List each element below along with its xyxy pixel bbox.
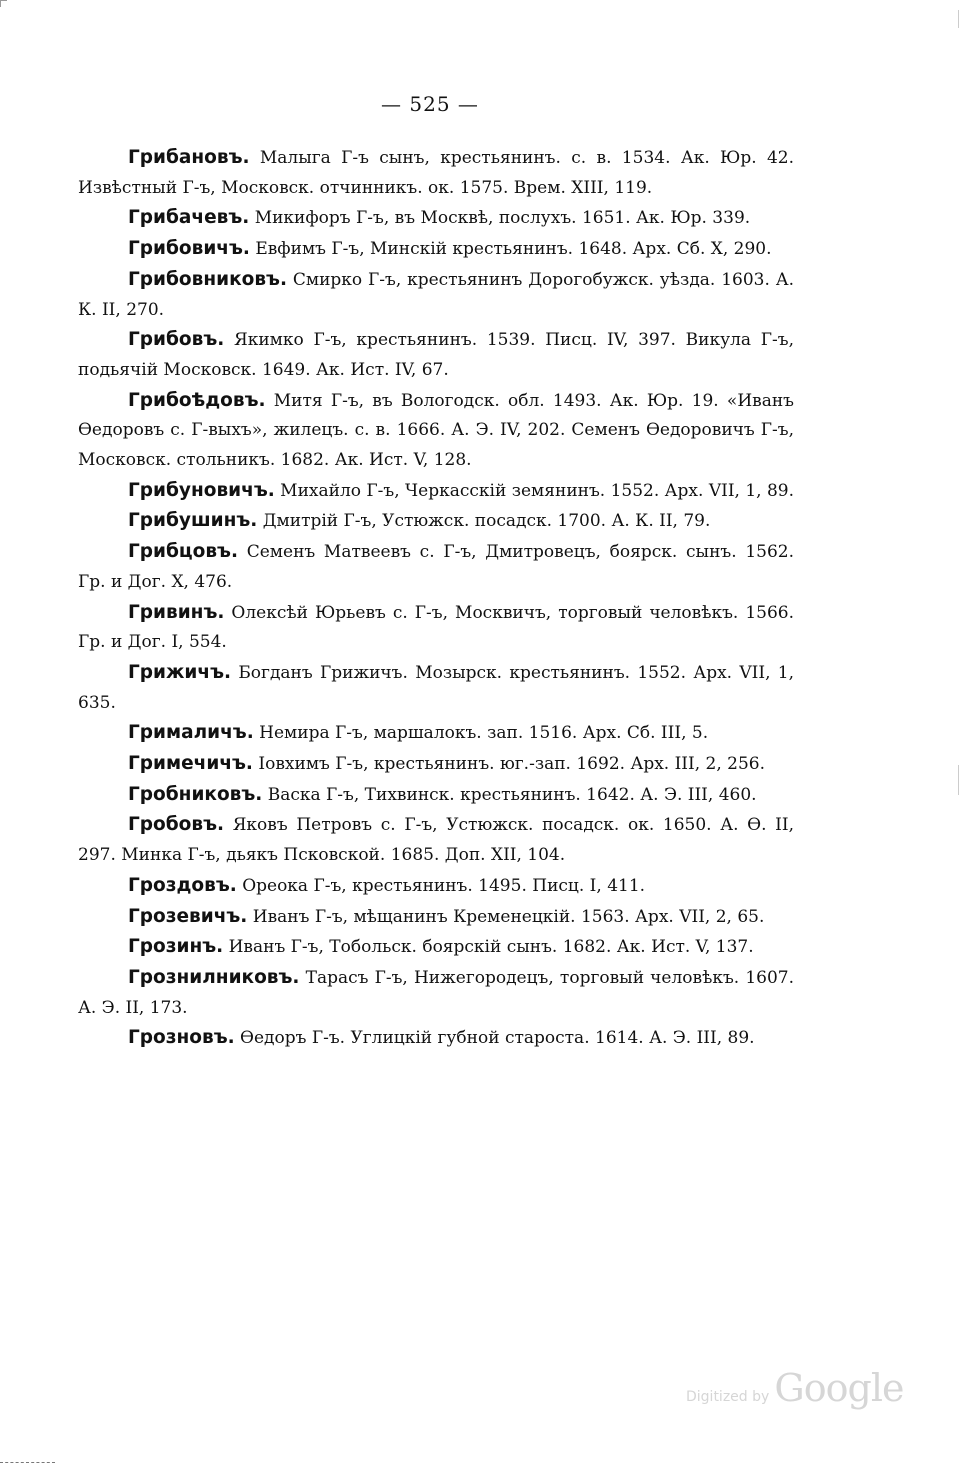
entry: [78, 325, 794, 385]
entry: [78, 718, 794, 749]
entry-text: Яковъ Петровъ с. Г-ъ, Устюжск. посадск. ок. 1650. А. Ѳ. II, 297. Минка Г-ъ, дьякъ Псковской. 1685. Доп. XII, 104.: [78, 815, 795, 866]
entry: [78, 810, 794, 870]
entry-headword: Гримечичъ.: [128, 753, 253, 775]
entry-text: Семенъ Матвеевъ с. Г-ъ, Дмитровецъ, боярск. сынъ. 1562. Гр. и Дог. X, 476.: [78, 542, 795, 592]
entry: [78, 963, 794, 1023]
entry-headword: Грозновъ.: [128, 1027, 235, 1049]
entry-text: Васка Г-ъ, Тихвинск. крестьянинъ. 1642. А. Э. III, 460.: [267, 784, 757, 805]
entry-text: Олексѣй Юрьевъ с. Г-ъ, Москвичъ, торговый человѣкъ. 1566. Гр. и Дог. I, 554.: [78, 602, 795, 653]
entry-text: Михайло Г-ъ, Черкасскій земянинъ. 1552. Арх. VII, 1, 89.: [280, 480, 794, 501]
entry-headword: Гробовъ.: [128, 814, 225, 836]
entry-headword: Грибачевъ.: [128, 207, 250, 229]
entry: [78, 932, 794, 963]
edge-mark: [958, 765, 959, 795]
dictionary-entries: [78, 143, 794, 1054]
entry: [78, 658, 794, 718]
entry-headword: Грибовъ.: [128, 329, 225, 351]
entry: [78, 871, 794, 902]
entry: [78, 506, 794, 537]
entry-text: Богданъ Грижичъ. Мозырск. крестьянинъ. 1552. Арх. VII, 1, 635.: [78, 662, 795, 713]
entry-text: Евфимъ Г-ъ, Минскій крестьянинъ. 1648. Арх. Сб. X, 290.: [255, 239, 772, 260]
entry-headword: Грижичъ.: [128, 661, 231, 683]
edge-mark: [958, 10, 959, 28]
watermark-prefix: Digitized by: [686, 1389, 770, 1405]
google-digitized-watermark: [686, 1366, 903, 1410]
entry: [78, 203, 794, 234]
entry-text: Дмитрій Г-ъ, Устюжск. посадск. 1700. А. К. II, 79.: [262, 511, 711, 532]
entry: [78, 1023, 794, 1054]
entry-text: Микифоръ Г-ъ, въ Москвѣ, послухъ. 1651. Ак. Юр. 339.: [254, 208, 751, 229]
entry-headword: Грибоѣдовъ.: [128, 389, 266, 411]
entry-text: Ореока Г-ъ, крестьянинъ. 1495. Писц. I, 411.: [242, 875, 646, 896]
entry: [78, 537, 794, 597]
entry-text: Митя Г-ъ, въ Вологодск. обл. 1493. Ак. Юр. 19. «Иванъ Ѳедоровъ с. Г-выхъ», жилецъ. с. в. 1666. А. Э. IV, 202. Семенъ Ѳедоровичъ Г-ъ, Московск. стольникъ. 1682. Ак. Ист. V, 128.: [78, 390, 794, 471]
entry-headword: Грибовниковъ.: [128, 268, 287, 290]
entry: [78, 476, 794, 507]
entry-headword: Гроздовъ.: [128, 874, 237, 896]
entry: [78, 749, 794, 780]
entry-headword: Грибцовъ.: [128, 541, 238, 563]
entry: [78, 234, 794, 265]
entry-text: Иванъ Г-ъ, Тобольск. боярскій сынъ. 1682. Ак. Ист. V, 137.: [228, 937, 754, 958]
entry-text: Немира Г-ъ, маршалокъ. зап. 1516. Арх. Сб. III, 5.: [259, 723, 709, 744]
entry-headword: Грозинъ.: [128, 936, 224, 958]
entry-headword: Грибовичъ.: [128, 238, 250, 260]
entry-text: Якимко Г-ъ, крестьянинъ. 1539. Писц. IV, 397. Викула Г-ъ, подьячій Московск. 1649. Ак. Ист. IV, 67.: [78, 330, 795, 380]
entry: [78, 265, 794, 325]
entry: [78, 598, 794, 658]
entry: [78, 386, 794, 476]
google-logo: Google: [774, 1366, 904, 1410]
entry-headword: Грибуновичъ.: [128, 479, 275, 501]
entry-headword: Гробниковъ.: [128, 783, 263, 805]
entry-text: Іовхимъ Г-ъ, крестьянинъ. юг.-зап. 1692. Арх. III, 2, 256.: [258, 754, 766, 775]
entry-headword: Грозевичъ.: [128, 905, 248, 927]
entry-text: Тарасъ Г-ъ, Нижегородецъ, торговый человѣкъ. 1607. А. Э. II, 173.: [78, 967, 795, 1018]
entry-text: Малыга Г-ъ сынъ, крестьянинъ. с. в. 1534. Ак. Юр. 42. Извѣстный Г-ъ, Московск. отчинникъ. ок. 1575. Врем. XIII, 119.: [78, 148, 794, 198]
entry-headword: Грималичъ.: [128, 722, 254, 744]
entry: [78, 780, 794, 811]
corner-crop-mark: [0, 0, 7, 7]
bottom-scan-rule: [0, 1462, 55, 1463]
entry-headword: Грибушинъ.: [128, 510, 258, 532]
entry-text: Смирко Г-ъ, крестьянинъ Дорогобужск. уѣзда. 1603. А. К. II, 270.: [78, 269, 794, 320]
entry-text: Иванъ Г-ъ, мѣщанинъ Кременецкій. 1563. Арх. VII, 2, 65.: [252, 906, 765, 927]
entry: [78, 902, 794, 933]
entry-text: Ѳедоръ Г-ъ. Углицкій губной староста. 1614. А. Э. III, 89.: [240, 1028, 755, 1049]
entry-headword: Грибановъ.: [128, 147, 250, 168]
entry-headword: Гривинъ.: [128, 601, 225, 623]
entry: [78, 143, 794, 203]
entry-headword: Грознилниковъ.: [128, 966, 300, 988]
page-number: — 525 —: [381, 92, 479, 116]
